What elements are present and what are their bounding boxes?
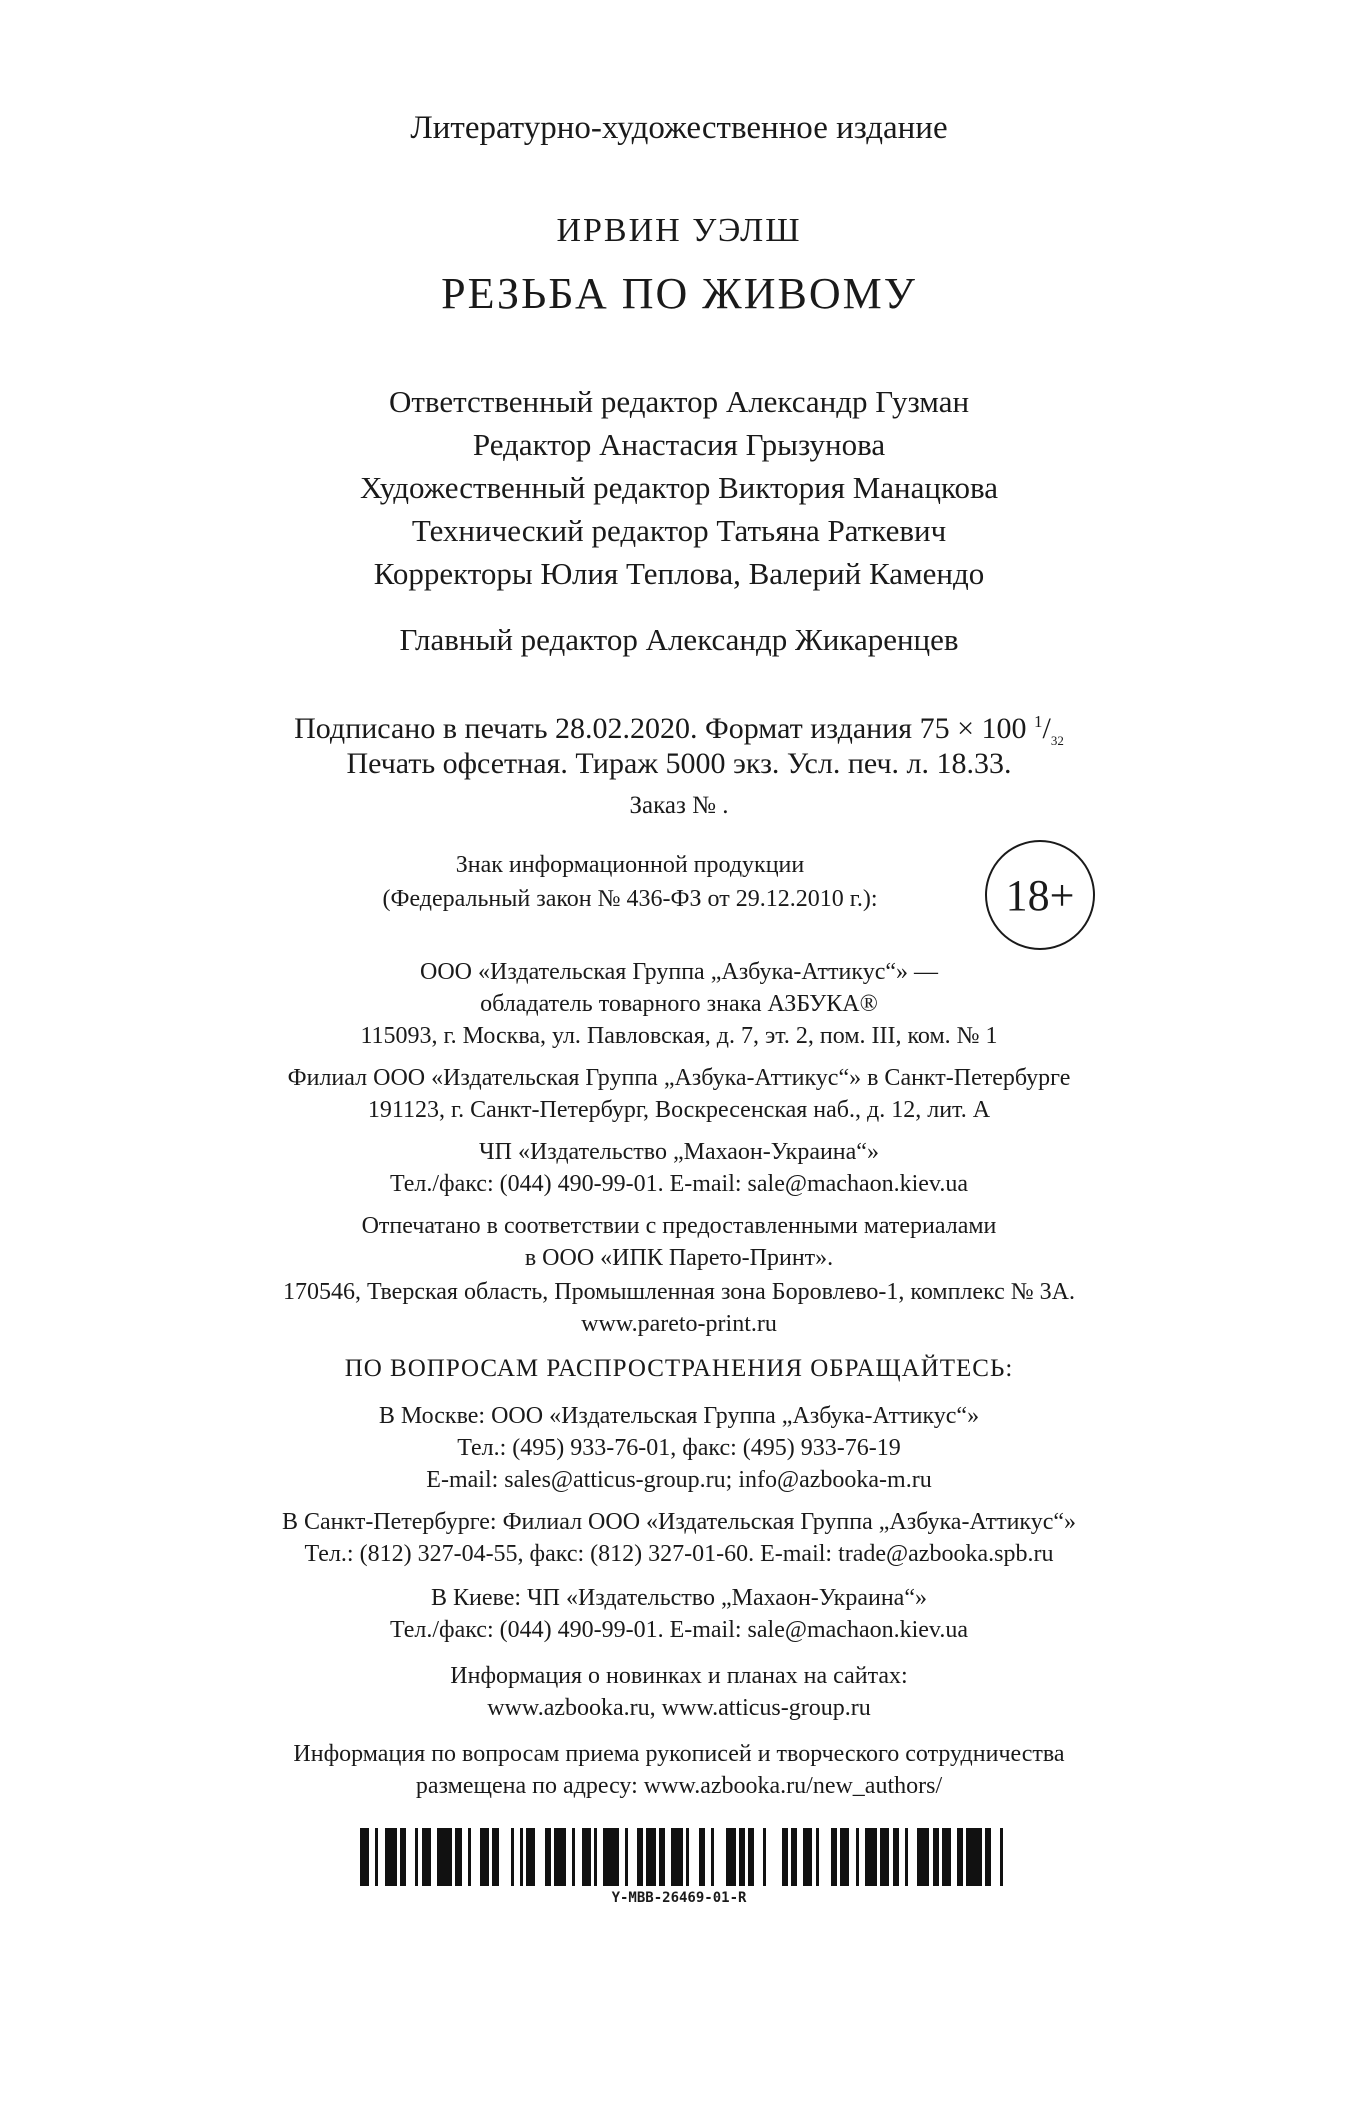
printer-website: www.pareto-print.ru — [581, 1311, 777, 1337]
ukraine-contact: Тел./факс: (044) 490-99-01. E-mail: sale@machaon.kiev.ua — [389, 1171, 969, 1197]
barcode-bar — [422, 1828, 431, 1886]
barcode-bar — [840, 1828, 849, 1886]
barcode-bar — [991, 1828, 1000, 1886]
barcode-bar — [803, 1828, 812, 1886]
branch-line: Филиал ООО «Издательская Группа „Азбука-Аттикус“» в Санкт-Петербурге — [287, 1065, 1071, 1091]
barcode-bar — [689, 1828, 698, 1886]
print-info-line-2: Печать офсетная. Тираж 5000 экз. Усл. печ. л. 18.33. — [346, 747, 1012, 780]
author-name: ИРВИН УЭЛШ — [556, 212, 802, 249]
distribution-moscow-email: E-mail: sales@atticus-group.ru; info@azbooka-m.ru — [426, 1467, 932, 1493]
credit-line: Ответственный редактор Александр Гузман — [388, 384, 970, 419]
barcode-bar — [942, 1828, 951, 1886]
barcode-bar — [766, 1828, 781, 1886]
barcode-bar — [819, 1828, 831, 1886]
credit-line: Редактор Анастасия Грызунова — [472, 427, 886, 462]
barcode-bar — [385, 1828, 397, 1886]
info-sign-label: Знак информационной продукции — [455, 852, 805, 878]
distribution-spb: В Санкт-Петербурге: Филиал ООО «Издательская Группа „Азбука-Аттикус“» — [281, 1509, 1077, 1535]
printer-address: 170546, Тверская область, Промышленная зона Боровлево-1, комплекс № 3А. — [283, 1279, 1075, 1305]
barcode-bar — [671, 1828, 683, 1886]
barcode-image — [360, 1828, 1010, 1886]
barcode-bar — [917, 1828, 929, 1886]
barcode-bar — [966, 1828, 981, 1886]
distribution-spb-contact: Тел.: (812) 327-04-55, факс: (812) 327-01-60. E-mail: trade@azbooka.spb.ru — [304, 1541, 1054, 1567]
barcode-bar — [471, 1828, 480, 1886]
distribution-moscow: В Москве: ООО «Издательская Группа „Азбука-Аттикус“» — [378, 1403, 980, 1429]
barcode-bar — [726, 1828, 735, 1886]
barcode-bar — [437, 1828, 452, 1886]
credit-line: Технический редактор Татьяна Раткевич — [411, 513, 947, 548]
barcode-bar — [499, 1828, 511, 1886]
barcode-bar — [754, 1828, 763, 1886]
distribution-heading: ПО ВОПРОСАМ РАСПРОСТРАНЕНИЯ ОБРАЩАЙТЕСЬ: — [344, 1355, 1014, 1382]
print-info-line-1: Подписано в печать 28.02.2020. Формат издания 75 × 100 $^1/_{32}$ — [294, 712, 1064, 748]
barcode-bar — [628, 1828, 637, 1886]
barcode-bar — [582, 1828, 591, 1886]
barcode-bar — [865, 1828, 877, 1886]
barcode-bar — [646, 1828, 655, 1886]
barcode-bar — [603, 1828, 618, 1886]
barcode-bar — [1003, 1828, 1009, 1886]
distribution-moscow-phone: Тел.: (495) 933-76-01, факс: (495) 933-76-19 — [457, 1435, 901, 1461]
credit-line: Корректоры Юлия Теплова, Валерий Камендо — [373, 556, 985, 591]
barcode-bar — [535, 1828, 544, 1886]
chief-editor-line: Главный редактор Александр Жикаренцев — [399, 622, 959, 657]
manuscripts-address: размещена по адресу: www.azbooka.ru/new_authors/ — [415, 1773, 943, 1799]
manuscripts-line: Информация по вопросам приема рукописей и творческого сотрудничества — [293, 1741, 1065, 1767]
barcode-bar — [554, 1828, 566, 1886]
print-info-text: Подписано в печать 28.02.2020. Формат издания 75 × 100 — [294, 712, 1027, 745]
barcode-bar — [908, 1828, 917, 1886]
format-denominator: 32 — [1050, 733, 1064, 748]
format-numerator: 1 — [1034, 712, 1043, 731]
distribution-kiev-contact: Тел./факс: (044) 490-99-01. E-mail: sale@machaon.kiev.ua — [389, 1617, 969, 1643]
printed-line: Отпечатано в соответствии с предоставленными материалами — [361, 1213, 997, 1239]
news-info-line: Информация о новинках и планах на сайтах: — [450, 1663, 908, 1689]
barcode-code: Y-MBB-26469-01-R — [611, 1890, 747, 1906]
age-rating-badge: 18+ — [985, 840, 1095, 950]
publisher-line: обладатель товарного знака АЗБУКА® — [480, 991, 878, 1017]
news-info-sites: www.azbooka.ru, www.atticus-group.ru — [487, 1695, 871, 1721]
printed-line: в ООО «ИПК Парето-Принт». — [524, 1245, 834, 1271]
distribution-kiev: В Киеве: ЧП «Издательство „Махаон-Украина“» — [431, 1585, 927, 1611]
ukraine-line: ЧП «Издательство „Махаон-Украина“» — [479, 1139, 879, 1165]
barcode-bar — [480, 1828, 489, 1886]
order-line: Заказ № . — [629, 792, 729, 819]
barcode-bar — [360, 1828, 369, 1886]
barcode-bar — [880, 1828, 889, 1886]
barcode-bar — [526, 1828, 535, 1886]
info-sign-law: (Федеральный закон № 436-ФЗ от 29.12.2010 г.): — [382, 886, 878, 912]
barcode-bar — [406, 1828, 415, 1886]
branch-address: 191123, г. Санкт-Петербург, Воскресенская наб., д. 12, лит. А — [367, 1097, 991, 1123]
genre-line: Литературно-художественное издание — [410, 110, 948, 146]
publisher-address: 115093, г. Москва, ул. Павловская, д. 7, эт. 2, пом. III, ком. № 1 — [360, 1023, 998, 1049]
publisher-line: ООО «Издательская Группа „Азбука-Аттикус“» — — [420, 959, 938, 985]
barcode-bar — [714, 1828, 726, 1886]
book-title: РЕЗЬБА ПО ЖИВОМУ — [441, 269, 917, 318]
credit-line: Художественный редактор Виктория Манацкова — [360, 470, 998, 505]
